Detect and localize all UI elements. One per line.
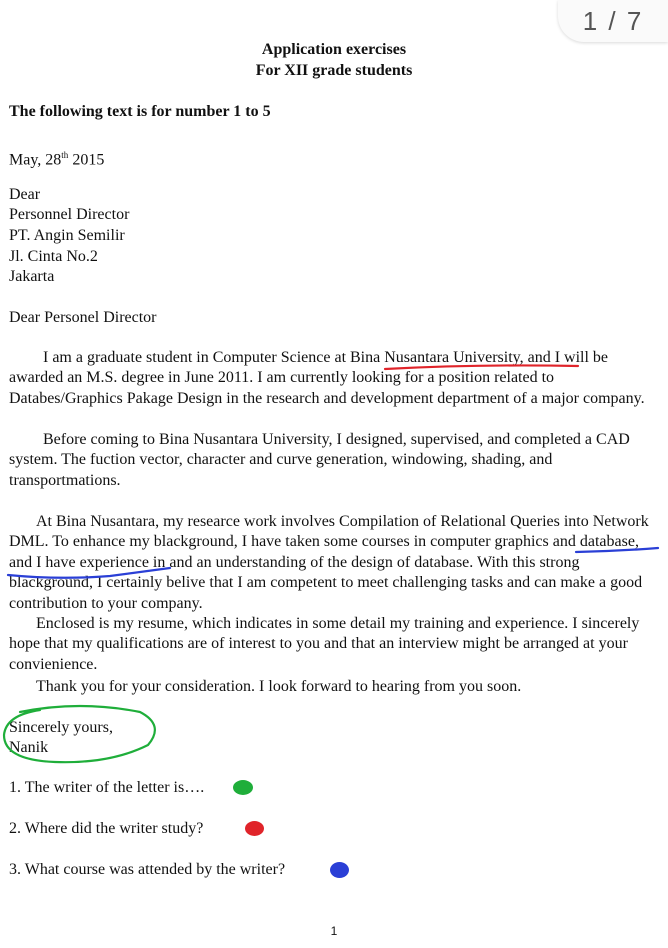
blue-marker-dot xyxy=(330,862,349,878)
signature-name: Nanik xyxy=(9,739,49,756)
question-3: 3. What course was attended by the writer? xyxy=(9,861,286,878)
salutation: Dear Personel Director xyxy=(9,309,157,326)
paragraph-3: At Bina Nusantara, my researce work involves Compilation of Relational Queries into Network DML. To enhance my blackground, I have taken some courses in computer graphics and database, and I have experience in and an understanding of the design of database. With this strong blackground, I certainly belive that I am competent to meet challenging tasks and can make a good contribution to your company. xyxy=(9,513,649,612)
instruction-text: The following text is for number 1 to 5 xyxy=(9,103,271,120)
document-title: Application exercises xyxy=(261,41,407,58)
address-line: Personnel Director xyxy=(9,206,130,223)
question-2: 2. Where did the writer study? xyxy=(9,820,204,837)
letter-date: May, 28th 2015 xyxy=(9,150,105,169)
closing: Sincerely yours, xyxy=(9,719,113,736)
address-line: PT. Angin Semilir xyxy=(9,227,125,244)
document-subtitle: For XII grade students xyxy=(255,62,413,79)
question-1: 1. The writer of the letter is…. xyxy=(9,779,205,796)
green-marker-dot xyxy=(233,780,253,795)
paragraph-4: Enclosed is my resume, which indicates in some detail my training and experience. I sincerely hope that my qualifications are of interest to you and that an interview might be arranged at your convienience. xyxy=(9,615,640,673)
paragraph-1: I am a graduate student in Computer Science at Bina Nusantara University, and I will be awarded an M.S. degree in June 2011. I am currently looking for a position related to Databes/Graphics Pakage Design in the research and development department of a major company. xyxy=(9,349,645,407)
paragraph-2: Before coming to Bina Nusantara University, I designed, supervised, and completed a CAD system. The fuction vector, character and curve generation, windowing, shading, and transportmations. xyxy=(9,431,630,489)
page-indicator: 1 / 7 xyxy=(558,0,668,42)
page-number: 1 xyxy=(330,924,338,938)
paragraph-5: Thank you for your consideration. I look forward to hearing from you soon. xyxy=(36,678,522,695)
address-line: Dear xyxy=(9,186,41,203)
address-line: Jakarta xyxy=(9,268,55,285)
address-line: Jl. Cinta No.2 xyxy=(9,248,98,265)
red-marker-dot xyxy=(245,821,264,836)
